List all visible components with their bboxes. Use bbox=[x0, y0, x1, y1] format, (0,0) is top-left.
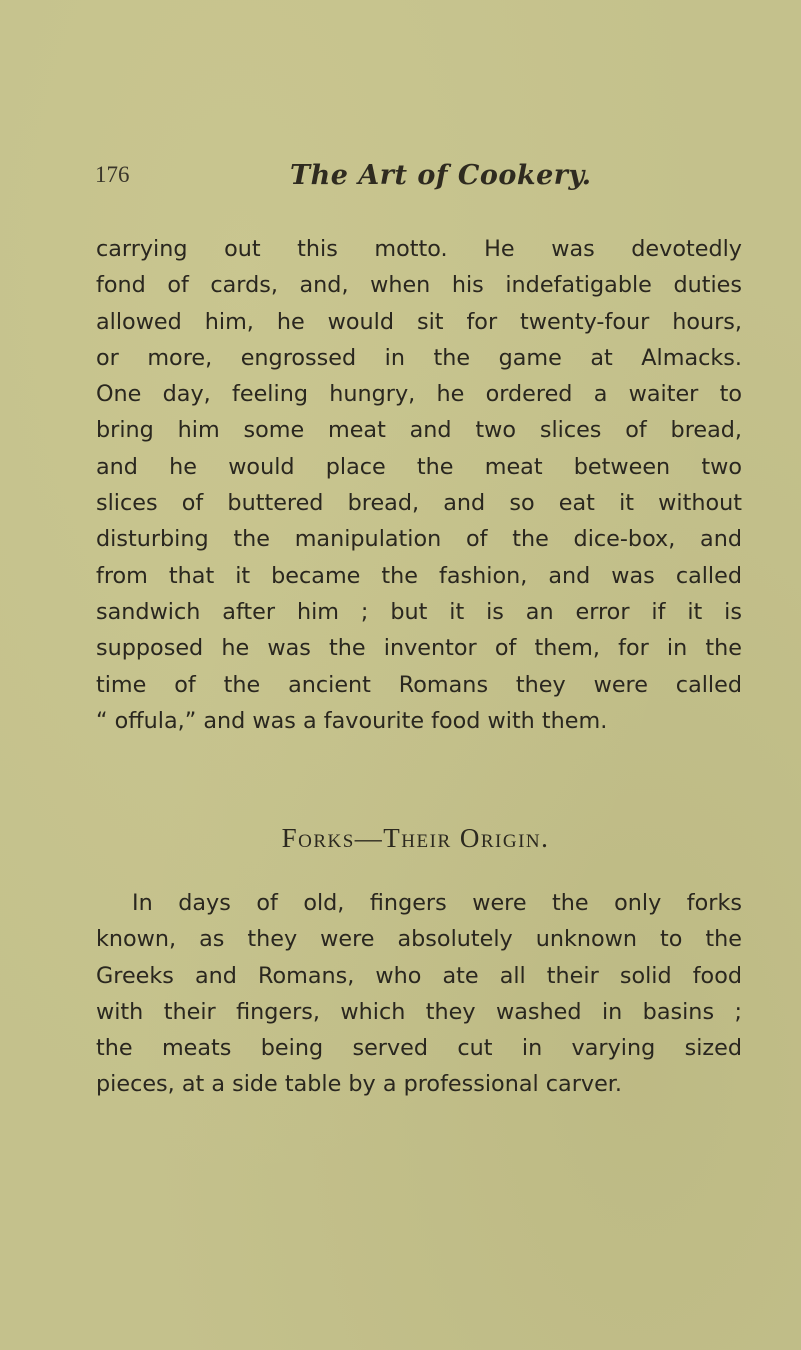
paragraph-sandwich bbox=[96, 231, 742, 739]
page-number: 176 bbox=[95, 162, 130, 187]
text-line: or more, engrossed in the game at Almacks. bbox=[96, 344, 742, 371]
running-head-title: The Art of Cookery. bbox=[290, 160, 592, 191]
text-line: Greeks and Romans, who ate all their solid food bbox=[96, 962, 742, 989]
text-line: “ offula,” and was a favourite food with them. bbox=[96, 707, 608, 734]
text-line: supposed he was the inventor of them, for in the bbox=[96, 635, 742, 662]
text-line: slices of buttered bread, and so eat it without bbox=[96, 490, 742, 517]
paragraph-forks bbox=[96, 885, 742, 1103]
text-line: pieces, at a side table by a professional carver. bbox=[96, 1071, 622, 1098]
text-line: time of the ancient Romans they were called bbox=[96, 671, 742, 698]
text-line: with their fingers, which they washed in basins ; bbox=[96, 998, 742, 1025]
text-line: allowed him, he would sit for twenty-four hours, bbox=[96, 308, 742, 335]
text-line: from that it became the fashion, and was called bbox=[96, 562, 742, 589]
section-heading: Forks—Their Origin. bbox=[281, 823, 550, 853]
text-line: and he would place the meat between two bbox=[96, 453, 742, 480]
text-line: bring him some meat and two slices of bread, bbox=[96, 417, 742, 444]
text-line: sandwich after him ; but it is an error if it is bbox=[96, 598, 742, 625]
text-line: carrying out this motto. He was devotedly bbox=[96, 236, 742, 262]
text-line: One day, feeling hungry, he ordered a waiter to bbox=[96, 381, 742, 408]
text-line: In days of old, fingers were the only forks bbox=[132, 890, 742, 916]
text-line: disturbing the manipulation of the dice-box, and bbox=[96, 526, 742, 553]
running-head bbox=[0, 160, 801, 200]
text-line: fond of cards, and, when his indefatigable duties bbox=[96, 272, 742, 299]
text-line: known, as they were absolutely unknown to the bbox=[96, 926, 742, 953]
text-line: the meats being served cut in varying sized bbox=[96, 1035, 742, 1062]
